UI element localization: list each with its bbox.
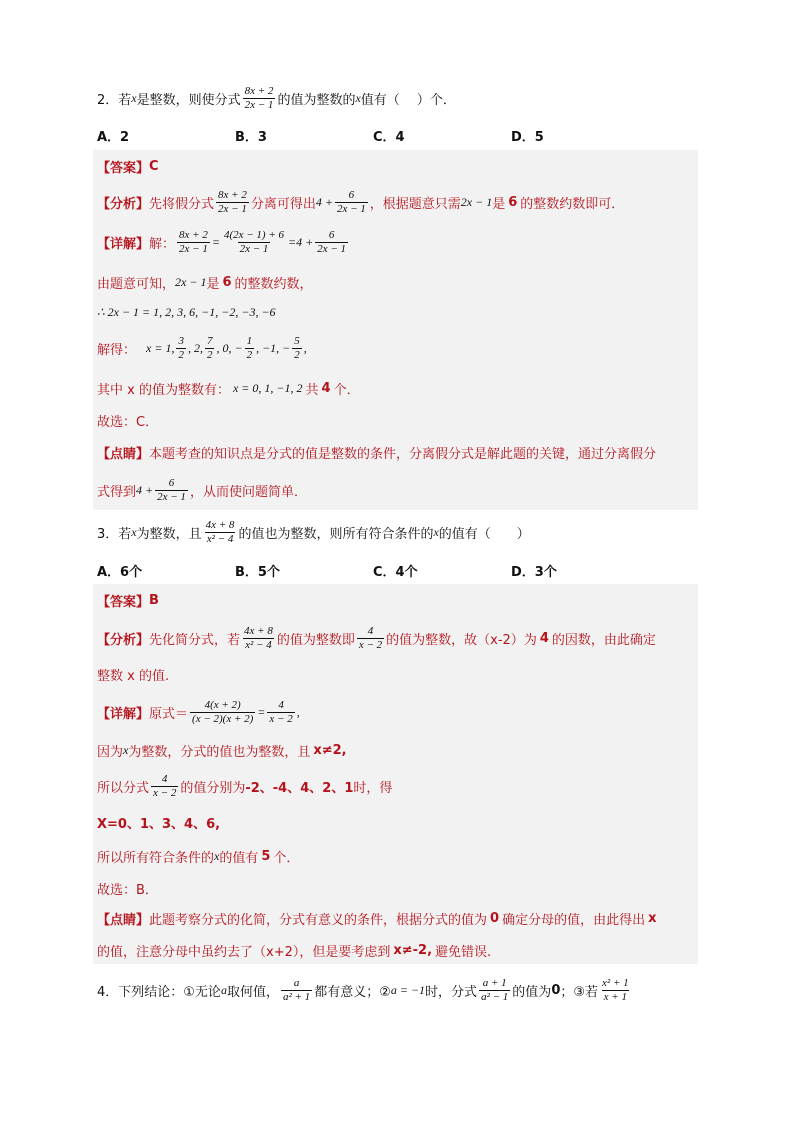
var-a: a (220, 982, 227, 997)
fraction (267, 699, 294, 726)
math-term: , 2, (187, 340, 203, 355)
fraction (190, 699, 255, 726)
q3-stem-text: 为整数，且 (136, 526, 202, 542)
numerator: 4 (161, 772, 168, 785)
denominator: a² − 1 (481, 990, 509, 1003)
comment-text: 确定分母的值，由此得出 (502, 912, 646, 928)
fraction (479, 977, 510, 1004)
numerator: x² + 1 (602, 976, 629, 989)
detail-tag: 【详解】 (97, 236, 150, 252)
math-expression: ∴ 2x − 1 = 1, 2, 3, 6, −1, −2, −3, −6 (97, 304, 276, 319)
q3-choose (97, 876, 158, 900)
q3-answer (97, 588, 159, 612)
detail-text: 的值有 (219, 850, 259, 866)
denominator: x − 2 (269, 712, 293, 725)
analysis-tag: 【分析】 (97, 196, 150, 212)
analysis-text: 先化简分式，若 (149, 632, 241, 648)
numerator: 6 (328, 228, 335, 241)
detail-text: 的值分别为 (180, 780, 246, 796)
option-a: A．2 (97, 130, 130, 145)
fraction (600, 977, 631, 1004)
q3-comment-line2 (97, 938, 491, 962)
numerator: 3 (178, 334, 184, 347)
detail-text: 解得： (97, 342, 137, 358)
var-x: x (433, 524, 439, 539)
analysis-number: 6 (508, 194, 518, 210)
detail-number: x≠2, (313, 742, 347, 758)
option-d: D．3个 (511, 565, 557, 580)
detail-text: 所以所有符合条件的 (97, 850, 215, 866)
choose-text: 故选：B． (97, 882, 158, 898)
detail-text: 的整数约数， (234, 276, 313, 292)
q2-comment (97, 440, 656, 464)
fraction (151, 773, 178, 800)
fraction (281, 977, 312, 1004)
comment-text: 式得到 (97, 484, 137, 500)
numerator: 4x + 8 (205, 518, 235, 531)
analysis-text: 是 (492, 196, 506, 212)
fraction (222, 229, 286, 256)
q2-stem-text: 2．若 (97, 92, 132, 108)
analysis-text: 整数 x 的值. (97, 668, 170, 684)
fraction (177, 229, 210, 256)
denominator: 2x − 1 (336, 202, 366, 215)
comment-text: 避免错误. (435, 944, 492, 960)
q3-all (97, 844, 299, 868)
denominator: 2 (178, 348, 184, 361)
detail-text: 所以分式 (97, 780, 150, 796)
numerator: 7 (206, 334, 213, 347)
option-d: D．5 (511, 130, 544, 145)
detail-number: 5 (261, 848, 271, 864)
detail-text: 解： (149, 236, 176, 252)
q4-stem-text: 4．下列结论：①无论 (97, 984, 221, 1000)
denominator: 2x − 1 (317, 242, 347, 255)
detail-text: 因为 (97, 744, 124, 760)
answer-value: B (149, 592, 159, 608)
q2-stem-text: 的值为整数的 (277, 92, 356, 108)
denominator: 2x − 1 (218, 202, 247, 215)
math-term: 4 + (315, 194, 333, 209)
option-a: A．6个 (97, 565, 143, 580)
detail-text: 共 (305, 382, 319, 398)
denominator: 2 (246, 348, 253, 361)
comment-text: 此题考察分式的化简，分式有意义的条件，根据分式的值为 (149, 912, 488, 928)
q2-answer (97, 154, 159, 178)
denominator: 2x − 1 (244, 98, 274, 111)
denominator: 2x − 1 (179, 242, 208, 255)
q4-stem-text: 取何值， (226, 984, 279, 1000)
numerator: 8x + 2 (244, 84, 274, 97)
numerator: a + 1 (482, 976, 507, 989)
analysis-text: 分离可得出 (250, 196, 316, 212)
analysis-text: 的整数约数即可． (520, 196, 625, 212)
math-term: 2x − 1 (460, 194, 493, 209)
answer-tag: 【答案】 (97, 160, 150, 176)
detail-number: X=0、1、3、4、6, (97, 816, 221, 832)
fraction (216, 189, 249, 216)
detail-text: 个． (333, 382, 360, 398)
numerator: a (293, 976, 300, 989)
fraction (155, 477, 188, 504)
q3-analysis-line2 (97, 662, 169, 686)
numerator: 6 (168, 476, 175, 489)
answer-value: C (149, 158, 159, 174)
denominator: x − 2 (358, 638, 383, 651)
q3-stem-text: 3．若 (97, 526, 132, 542)
var-x: x (131, 524, 137, 539)
detail-text: 时，得 (353, 780, 393, 796)
q3-comment (97, 906, 656, 930)
math-term: 2x − 1 (175, 274, 207, 289)
fraction (335, 189, 368, 216)
q4-stem (97, 978, 633, 1002)
analysis-text: 的因数，由此确定 (551, 632, 656, 648)
denominator: a² + 1 (282, 990, 311, 1003)
denominator: x + 1 (603, 990, 627, 1003)
choose-text: 故选：C． (97, 414, 159, 430)
option-c: C．4个 (373, 565, 418, 580)
q3-analysis (97, 626, 656, 650)
numerator: 6 (348, 188, 355, 201)
fraction (292, 335, 302, 362)
fraction (205, 335, 215, 362)
math-term: x = 1, (146, 340, 175, 355)
comment-text: ，从而使问题简单． (189, 484, 307, 500)
comment-number: 0 (490, 910, 500, 926)
fraction (176, 335, 186, 362)
analysis-text: 的值为整数，故（x-2）为 (386, 632, 537, 648)
option-b: B．5个 (235, 565, 280, 580)
analysis-number: 4 (539, 630, 549, 646)
denominator: x − 2 (153, 786, 177, 799)
numerator: 4 (367, 624, 374, 637)
q2-line-b (97, 270, 313, 294)
numerator: 4(2x − 1) + 6 (223, 228, 285, 241)
fraction (204, 519, 237, 546)
numerator: 4(x + 2) (204, 698, 241, 711)
q3-xvals (97, 810, 220, 834)
comment-text: 本题考查的知识点是分式的值是整数的条件，分离假分式是解此题的关键，通过分离假分 (149, 446, 657, 462)
numerator: 1 (246, 334, 253, 347)
detail-text: 为整数，分式的值也为整数，且 (128, 744, 311, 760)
comment-number: x≠-2, (393, 942, 433, 958)
detail-number: 6 (222, 274, 232, 290)
fraction (357, 625, 384, 652)
q3-stem (97, 520, 530, 544)
detail-tag: 【详解】 (97, 706, 150, 722)
q2-analysis (97, 190, 624, 214)
q3-because (97, 738, 347, 762)
numerator: 4x + 8 (244, 624, 273, 637)
denominator: (x − 2)(x + 2) (192, 712, 254, 725)
denominator: 2x − 1 (239, 242, 269, 255)
math-term: , 0, − (216, 340, 243, 355)
detail-number: -2、-4、4、2、1 (245, 780, 354, 796)
detail-text: 其中 x 的值为整数有： (97, 382, 230, 398)
var-x: x (214, 848, 220, 863)
q4-stem-text: 时，分式 (425, 984, 478, 1000)
denominator: 2 (206, 348, 213, 361)
q2-line-c (97, 300, 276, 324)
math-term: x = 0, 1, −1, 2 (232, 380, 303, 395)
q3-detail: 【详解】 原式＝ $\frac{4(x + 2)}{(x - 2)(x + 2)}$ = $\frac{4}{x - 2}$ , (97, 698, 300, 725)
q3-so (97, 774, 392, 798)
detail-text: 由题意可知， (97, 276, 176, 292)
fraction (315, 229, 348, 256)
comment-text: 的值，注意分母中虽约去了（x+2），但是要考虑到 (97, 944, 391, 960)
var-x: x (123, 742, 129, 757)
q4-number: 0 (551, 982, 561, 998)
option-b: B．3 (235, 130, 267, 145)
denominator: 2 (294, 348, 300, 361)
q2-comment-line2 (97, 478, 307, 502)
q3-stem-text: 的值有（ ） (438, 526, 530, 542)
analysis-text: ，根据题意只需 (369, 196, 461, 212)
math-term: , −1, − (256, 340, 291, 355)
fraction (243, 85, 276, 112)
detail-number: 4 (321, 380, 331, 396)
math-term: 4 + (296, 234, 314, 249)
q2-choose (97, 408, 158, 432)
fraction (245, 335, 255, 362)
denominator: 2x − 1 (157, 490, 186, 503)
q2-line-d: 解得： x = 1, $\frac{3}{2}$ , 2, $\frac{7}{2}$ , 0, − $\frac{1}{2}$ , −1, − $\frac{5}{2}$ , (97, 334, 307, 361)
comment-number: x (648, 910, 657, 926)
option-c: C．4 (373, 130, 405, 145)
detail-text: 个． (273, 850, 300, 866)
denominator: x² − 4 (245, 638, 272, 651)
math-term: 4 + (136, 482, 154, 497)
answer-tag: 【答案】 (97, 594, 150, 610)
q4-stem-text: 的值为 (512, 984, 552, 1000)
numerator: 4 (278, 698, 284, 711)
q2-stem-text: 是整数，则使分式 (136, 92, 241, 108)
q2-detail: 【详解】 解： $\frac{8x + 2}{2x - 1}$ = $\frac{4(2x - 1) + 6}{2x - 1}$ = 4 + $\frac{6}{2x - 1}$ (97, 228, 347, 255)
numerator: 8x + 2 (179, 228, 208, 241)
q2-stem-text: 值有（ ）个． (360, 92, 456, 108)
detail-text: 原式＝ (149, 706, 189, 722)
q2-line-e (97, 376, 360, 400)
q2-stem (97, 86, 456, 110)
denominator: x² − 4 (206, 532, 234, 545)
analysis-tag: 【分析】 (97, 632, 150, 648)
detail-text: 是 (206, 276, 220, 292)
var-x: x (355, 90, 361, 105)
math-term: a = −1 (390, 982, 426, 997)
var-x: x (131, 90, 137, 105)
comment-tag: 【点睛】 (97, 912, 150, 928)
analysis-text: 先将假分式 (149, 196, 215, 212)
q3-stem-text: 的值也为整数，则所有符合条件的 (238, 526, 434, 542)
fraction (242, 625, 275, 652)
comment-tag: 【点睛】 (97, 446, 150, 462)
numerator: 8x + 2 (218, 188, 247, 201)
q4-stem-text: ；③若 (560, 984, 599, 1000)
analysis-text: 的值为整数即 (276, 632, 355, 648)
q4-stem-text: 都有意义；② (314, 984, 391, 1000)
numerator: 5 (294, 334, 300, 347)
